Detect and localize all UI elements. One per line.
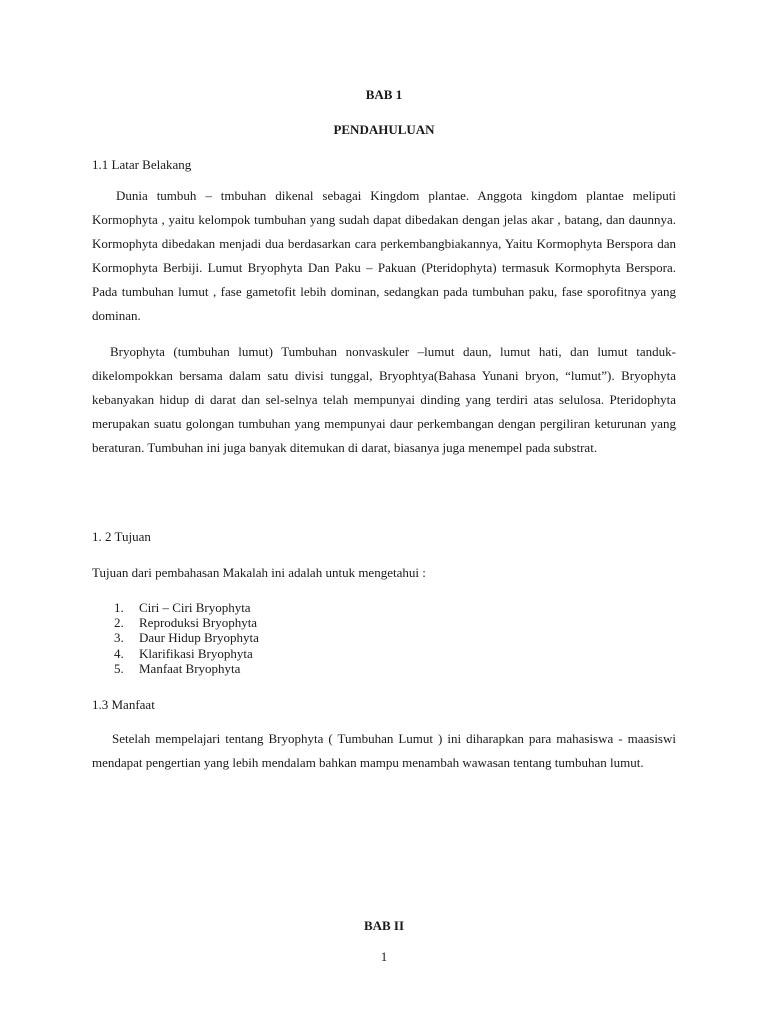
tujuan-list xyxy=(114,600,259,676)
list-item-text: Manfaat Bryophyta xyxy=(139,660,241,676)
chapter-label: BAB 1 xyxy=(365,87,403,102)
list-item-number: 5. xyxy=(114,660,124,676)
section-heading-latar-belakang: 1.1 Latar Belakang xyxy=(92,157,192,172)
list-item-text: Reproduksi Bryophyta xyxy=(139,615,258,631)
list-item-number: 3. xyxy=(114,630,124,646)
list-item-text: Daur Hidup Bryophyta xyxy=(139,630,259,646)
list-item-text: Ciri – Ciri Bryophyta xyxy=(139,600,251,615)
list-item-text: Klarifikasi Bryophyta xyxy=(139,645,253,661)
list-item xyxy=(114,615,259,630)
paragraph-latar-belakang-1: Dunia tumbuh – tmbuhan dikenal sebagai Kingdom plantae. Anggota kingdom plantae meliputi Kormophyta , yaitu kelompok tumbuhan yang sudah dapat dibedakan dengan jelas akar , batang, dan daunnya. Kormophyta dibedakan menjadi dua berdasarkan cara perkembangbiakannya, Yaitu Kormophyta Berspora dan Kormophyta Berbiji. Lumut Bryophyta Dan Paku – Pakuan (Pteridophyta) termasuk Kormophyta Berspora. Pada tumbuhan lumut , fase gametofit lebih dominan, sedangkan pada tumbuhan paku, fase sporofitnya yang dominan. xyxy=(92,188,676,323)
list-item xyxy=(114,661,259,676)
section-heading-tujuan: 1. 2 Tujuan xyxy=(92,529,151,544)
list-item xyxy=(114,600,259,615)
chapter-title: PENDAHULUAN xyxy=(333,122,435,137)
paragraph-latar-belakang-2: Bryophyta (tumbuhan lumut) Tumbuhan nonvaskuler –lumut daun, lumut hati, dan lumut tanduk- dikelompokkan bersama dalam satu divisi tunggal, Bryophtya(Bahasa Yunani bryon, “lumut”). Bryophyta kebanyakan hidup di darat dan sel-selnya telah mempunyai dinding yang terdiri atas selulosa. Pteridophyta merupakan suatu golongan tumbuhan yang mempunyai daur perkembangan dengan pergiliran keturunan yang beraturan. Tumbuhan ini juga banyak ditemukan di darat, biasanya juga menempel pada substrat. xyxy=(92,344,676,455)
section-heading-manfaat: 1.3 Manfaat xyxy=(92,697,155,712)
list-item-number: 1. xyxy=(114,600,124,615)
list-item xyxy=(114,646,259,661)
page-number: 1 xyxy=(380,949,388,964)
list-item xyxy=(114,630,259,645)
paragraph-manfaat: Setelah mempelajari tentang Bryophyta ( Tumbuhan Lumut ) ini diharapkan para mahasiswa - maasiswi mendapat pengertian yang lebih mendalam bahkan mampu menambah wawasan tentang tumbuhan lumut. xyxy=(92,731,676,770)
list-item-number: 2. xyxy=(114,615,124,631)
next-chapter-label: BAB II xyxy=(363,918,405,933)
list-item-number: 4. xyxy=(114,645,124,661)
tujuan-intro: Tujuan dari pembahasan Makalah ini adalah untuk mengetahui : xyxy=(92,565,426,580)
